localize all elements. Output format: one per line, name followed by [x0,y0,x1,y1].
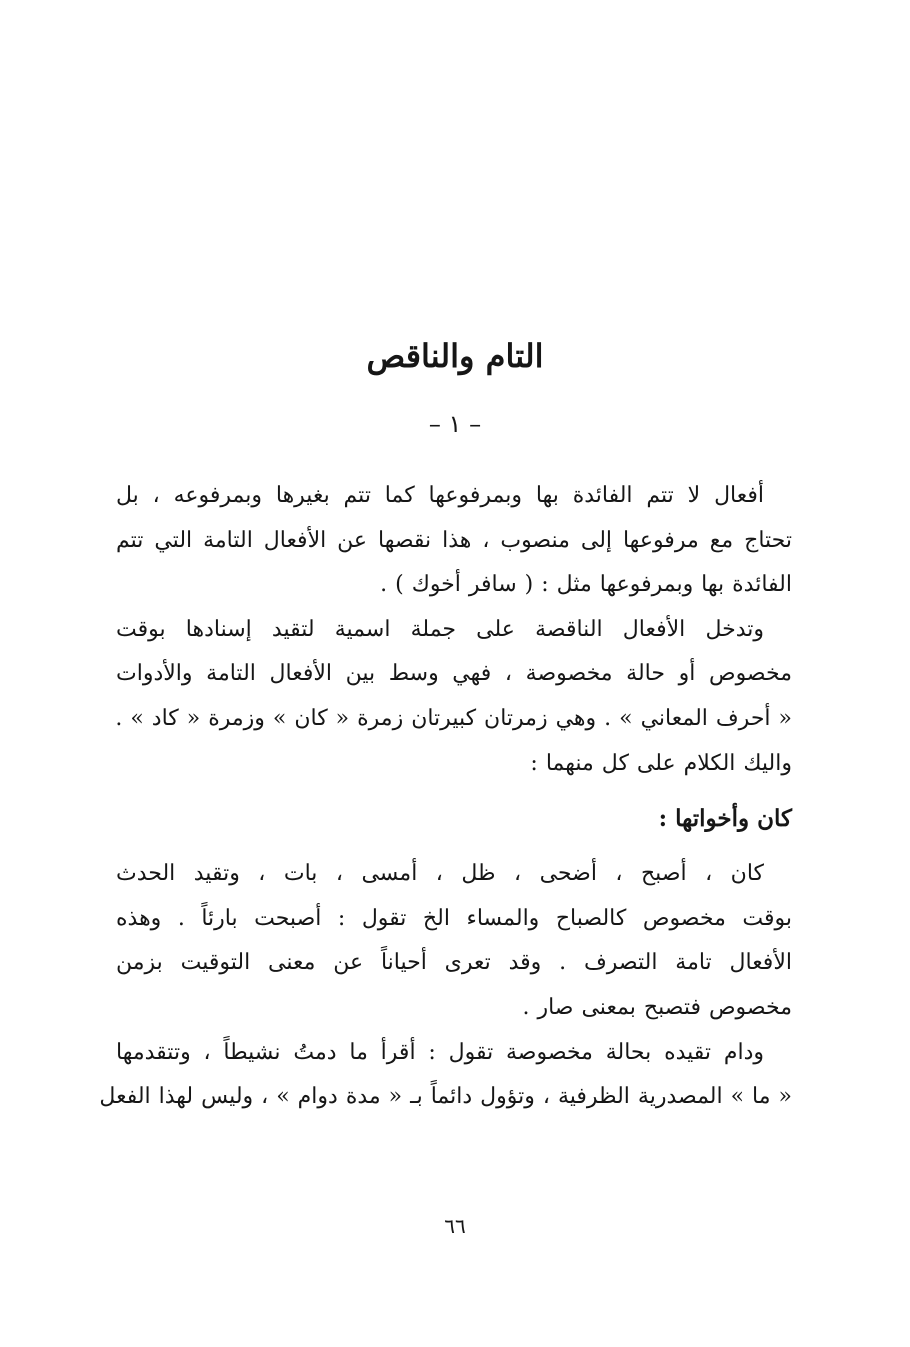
page-title: التام والناقص [366,337,544,375]
text-line: « ما » المصدرية الظرفية ، وتؤول دائماً بـ « مدة دوام » ، وليس لهذا الفعل [99,1084,792,1110]
paragraph-2 [116,608,792,786]
text-line: تحتاج مع مرفوعها إلى منصوب ، هذا نقصها عن الأفعال التامة التي تتم [116,527,792,553]
page-number: ٦٦ [444,1214,466,1238]
text-line: واليك الكلام على كل منهما : [530,750,792,776]
text-line: مخصوص فتصبح بمعنى صار . [522,994,792,1020]
paragraph-4 [99,1031,792,1120]
text-line: بوقت مخصوص كالصباح والمساء الخ تقول : أصبحت بارئاً . وهذه [116,905,792,931]
text-line: الفائدة بها وبمرفوعها مثل : ( سافر أخوك ) . [380,572,792,598]
text-line: ودام تقيده بحالة مخصوصة تقول : أقرأ ما دمتُ نشيطاً ، وتتقدمها [116,1039,764,1065]
body-text [99,474,792,1120]
text-line: مخصوص أو حالة مخصوصة ، فهي وسط بين الأفعال التامة والأدوات [116,661,792,687]
text-line: كان ، أصبح ، أضحى ، ظل ، أمسى ، بات ، وتقيد الحدث [116,861,764,887]
section-heading: كان وأخواتها : [658,805,792,833]
section-number: – ١ – [428,410,482,438]
text-line: وتدخل الأفعال الناقصة على جملة اسمية لتقيد إسنادها بوقت [116,616,764,642]
text-line: الأفعال تامة التصرف . وقد تعرى أحياناً عن معنى التوقيت بزمن [116,950,792,976]
text-line: « أحرف المعاني » . وهي زمرتان كبيرتان زمرة « كان » وزمرة « كاد » . [115,705,792,731]
paragraph-1 [116,474,792,608]
text-line: أفعال لا تتم الفائدة بها وبمرفوعها كما تتم بغيرها وبمرفوعه ، بل [116,483,764,508]
paragraph-3 [116,852,792,1030]
